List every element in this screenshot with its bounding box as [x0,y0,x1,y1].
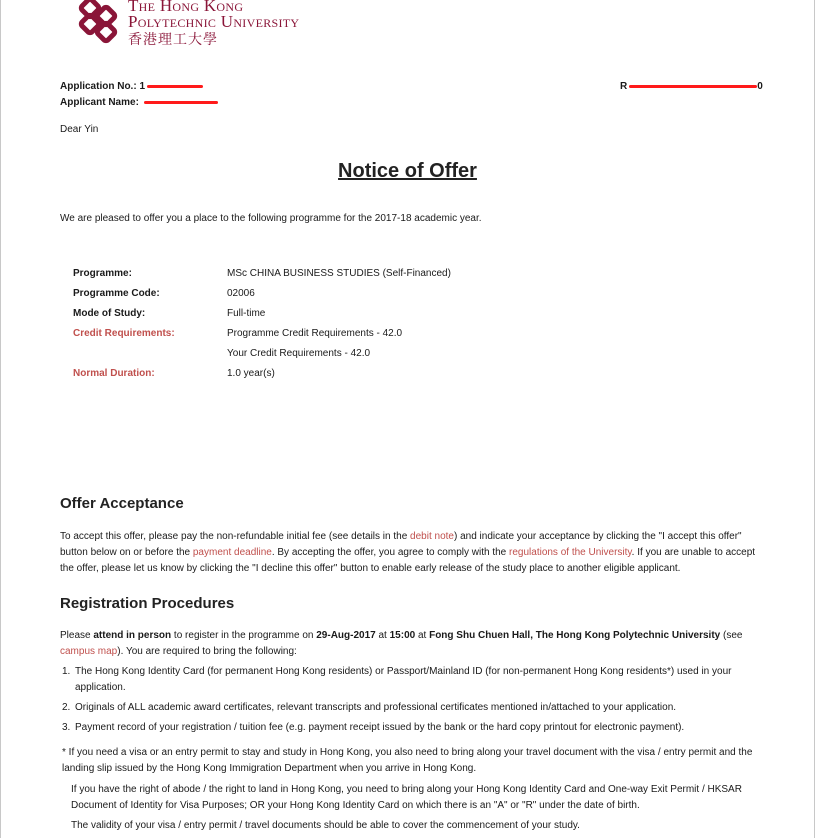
redaction-mark [144,101,218,104]
credit-requirements-value2: Your Credit Requirements - 42.0 [227,348,371,359]
logo-text-line2: Polytechnic University [128,12,300,31]
university-regulations-link[interactable]: regulations of the University [509,547,632,558]
registration-venue: Fong Shu Chuen Hall, The Hong Kong Polytechnic University [429,630,721,641]
debit-note-link[interactable]: debit note [410,531,454,542]
logo-text-line1: The Hong Kong [128,0,244,15]
programme-code-value: 02006 [227,288,255,299]
reference-number [620,81,763,92]
registration-paragraph [60,628,760,660]
acceptance-text: ) and indicate your acceptance by clicking the "I accept this offer" button below on or before the [60,531,742,558]
notice-title: Notice of Offer [338,160,477,182]
reference-value-tail: 0 [757,81,763,92]
normal-duration-value: 1.0 year(s) [227,368,275,379]
payment-deadline-link[interactable]: payment deadline [192,547,272,558]
application-number [60,81,203,92]
redaction-mark [629,85,757,88]
mode-of-study-label: Mode of Study: [73,308,146,319]
offer-acceptance-paragraph [60,529,760,577]
programme-code-label: Programme Code: [73,288,160,299]
offer-acceptance-heading: Offer Acceptance [60,495,184,512]
intro-text: We are pleased to offer you a place to the following programme for the 2017-18 academic year. [60,213,482,224]
registration-text: Please [60,630,94,641]
reference-label: R [620,81,628,92]
registration-text: at [375,630,390,641]
registration-text: ). You are required to bring the following: [117,646,297,657]
registration-text: to register in the programme on [171,630,317,641]
application-number-value: 1 [139,81,146,92]
visa-note: * If you need a visa or an entry permit to stay and study in Hong Kong, you also need to bring along your travel document with the visa / entry permit and the landing slip issued by the Hong Kong Immigration Department when you arrive in Hong Kong. [62,747,753,774]
polyu-emblem-icon [74,0,122,48]
applicant-name [60,97,218,108]
application-number-label: Application No.: [60,81,137,92]
credit-requirements-value1: Programme Credit Requirements - 42.0 [227,328,403,339]
page-edge-left [0,0,1,838]
registration-heading: Registration Procedures [60,595,235,612]
programme-label: Programme: [73,268,132,279]
acceptance-text: . If you are unable to accept the offer, please let us know by clicking the "I decline this offer" button to enable early release of the study place to another eligible applicant. [60,547,756,574]
credit-requirements-link[interactable]: Credit Requirements: [73,328,175,339]
logo-text-chinese: 香港理工大學 [128,32,218,48]
university-logo [74,0,374,48]
registration-bold: attend in person [93,630,172,641]
campus-map-link[interactable]: campus map [60,646,118,657]
right-of-abode-note: If you have the right of abode / the right to land in Hong Kong, you need to bring along your Hong Kong Identity Card and One-way Exit Permit / HKSAR Document of Identity for Visa Purposes; OR your Hong Kong Identity Card on which there is an "A" or "R" under the date of birth. [71,784,742,811]
salutation: Dear Yin [60,124,99,135]
registration-text: at [415,630,430,641]
applicant-name-label: Applicant Name: [60,97,139,108]
acceptance-text: To accept this offer, please pay the non-refundable initial fee (see details in the [60,531,411,542]
registration-text: (see [720,630,743,641]
programme-value: MSc CHINA BUSINESS STUDIES (Self-Financed) [227,268,451,279]
mode-of-study-value: Full-time [227,308,266,319]
acceptance-text: . By accepting the offer, you agree to comply with the [271,547,510,558]
registration-date: 29-Aug-2017 [316,630,376,641]
redaction-mark [147,85,203,88]
validity-note: The validity of your visa / entry permit / travel documents should be able to cover the commencement of your study. [71,820,580,831]
registration-time: 15:00 [389,630,416,641]
normal-duration-link[interactable]: Normal Duration: [73,368,155,379]
